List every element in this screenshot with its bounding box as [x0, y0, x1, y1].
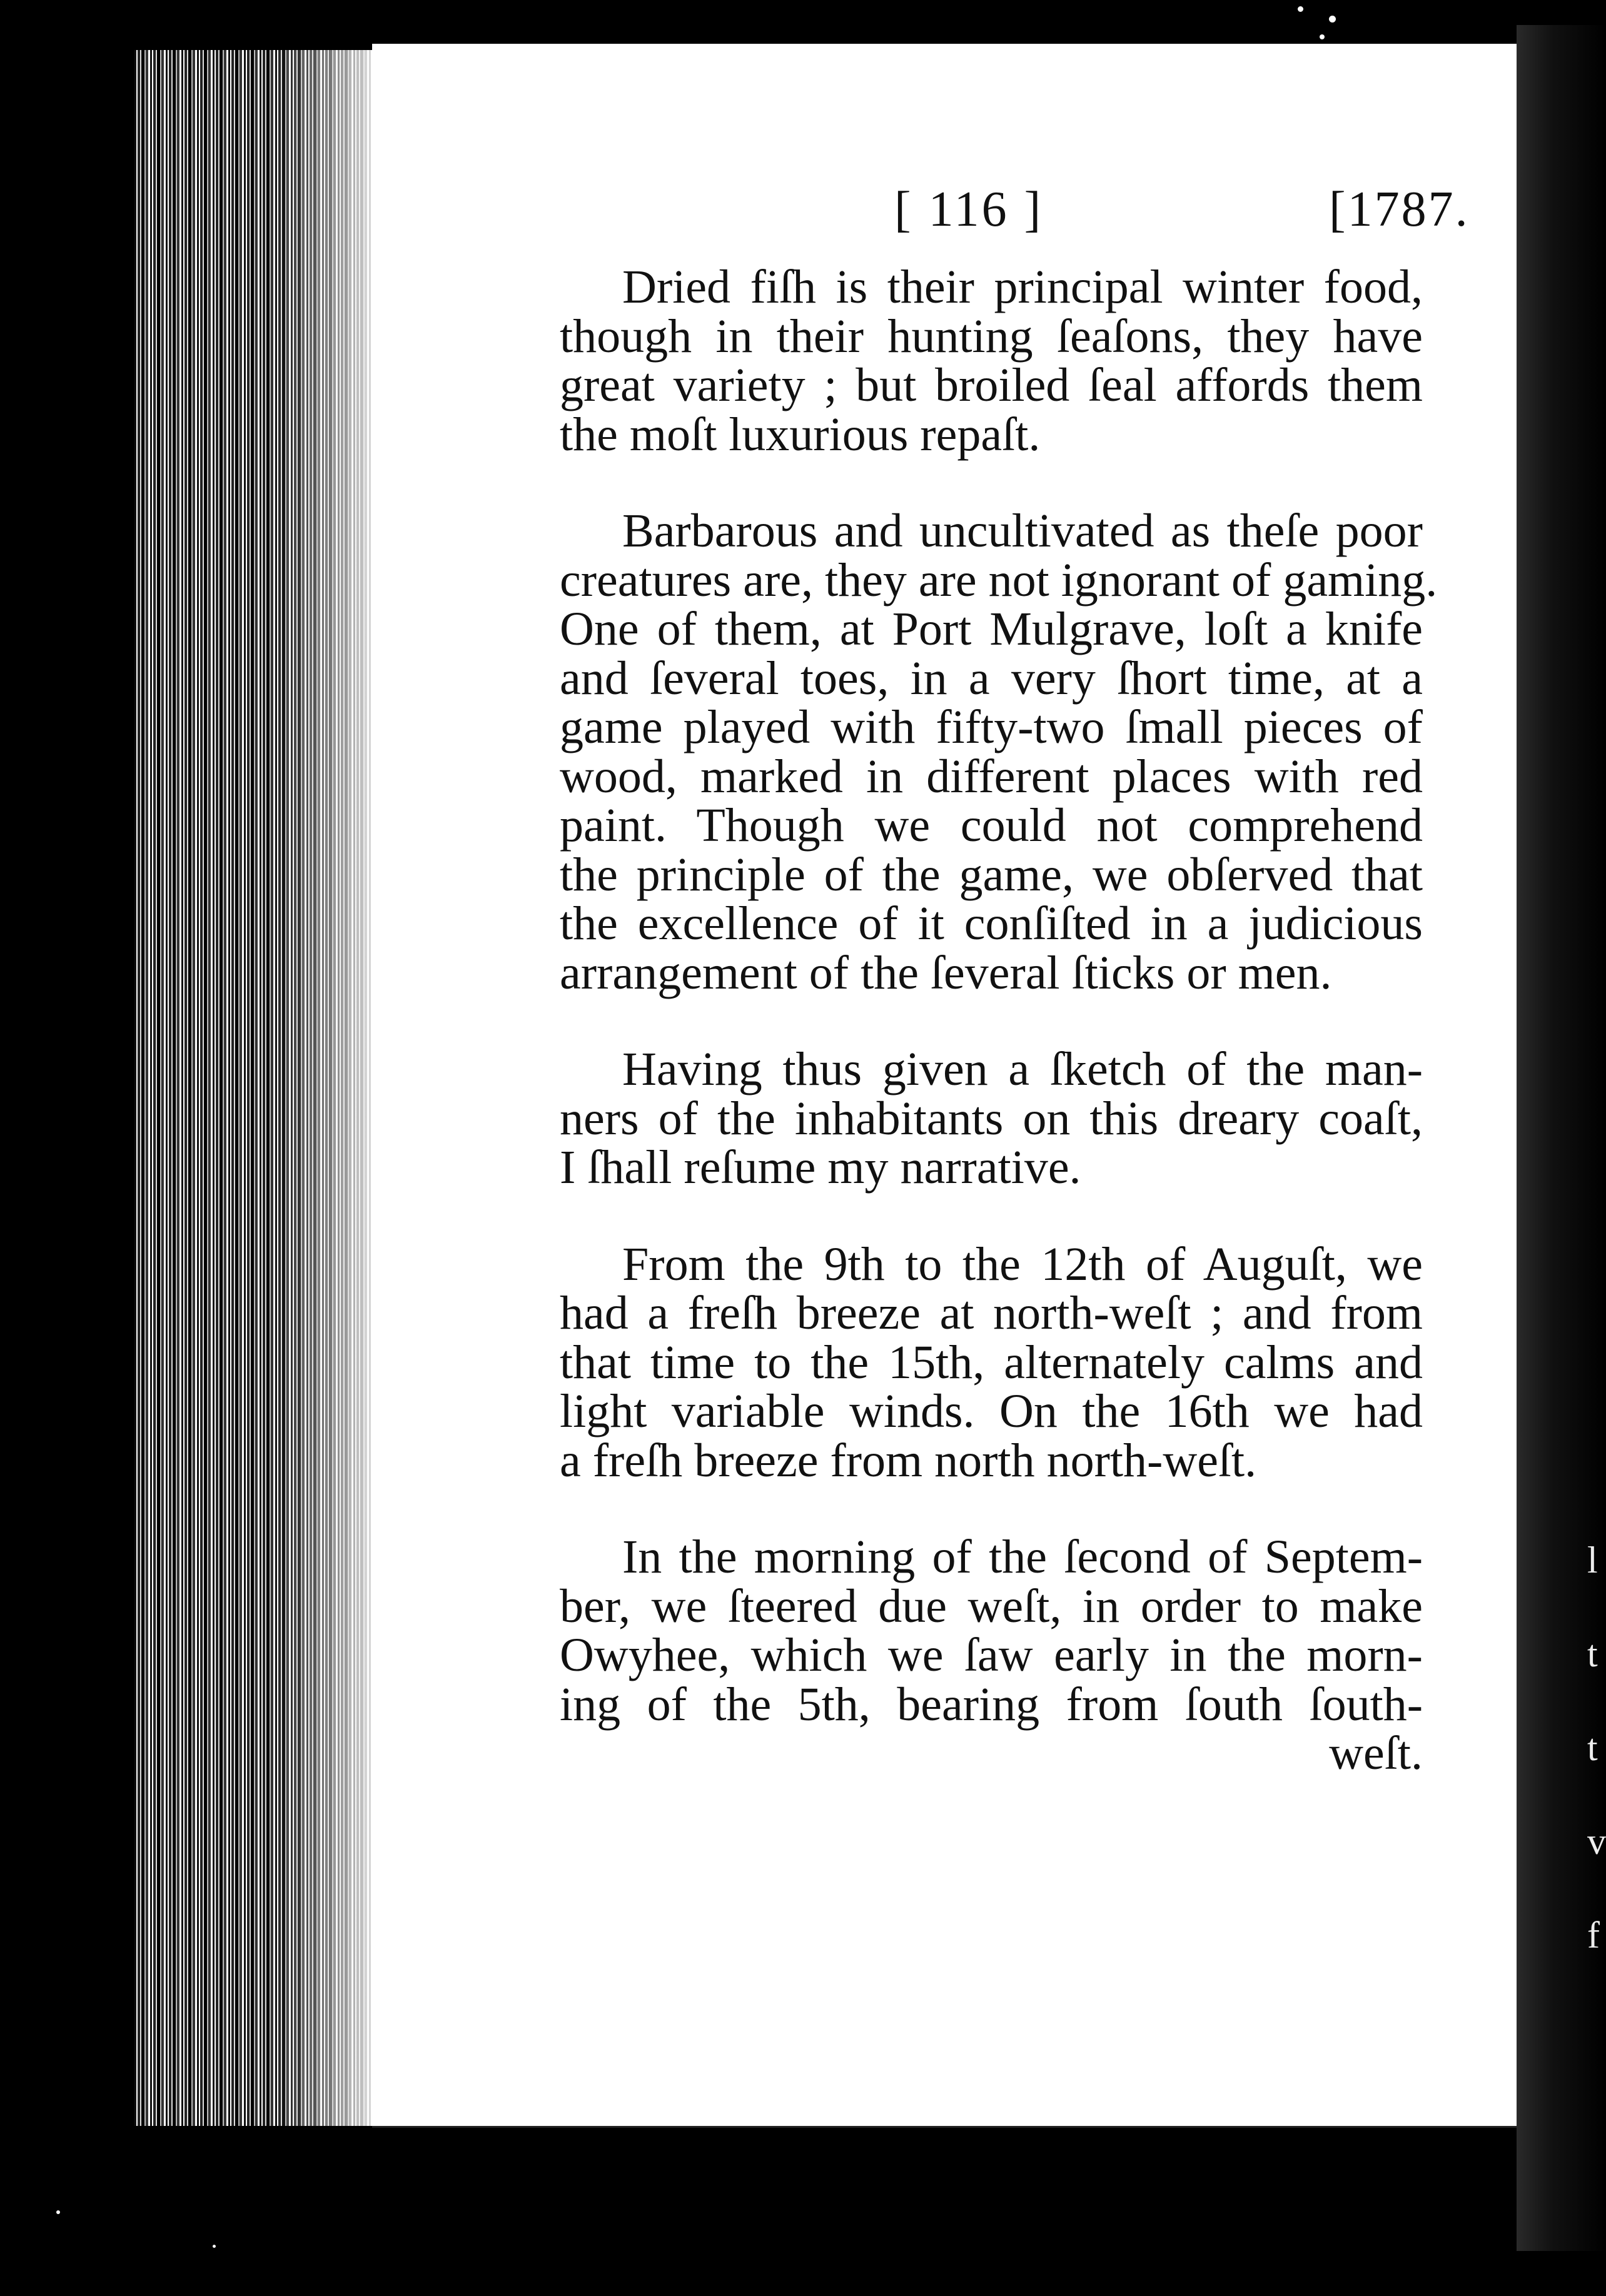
text-line: that time to the 15th, alternately calms and	[560, 1336, 1423, 1389]
page-number: [ 116 ]	[894, 182, 1044, 237]
scan-speck	[1329, 16, 1336, 23]
text-line: paint. Though we could not comprehend	[560, 799, 1423, 852]
text-line: Owyhee, which we ſaw early in the morn-	[560, 1629, 1423, 1681]
text-line: though in their hunting ſeaſons, they have	[560, 310, 1423, 363]
text-line: arrangement of the ſeveral ſticks or men.	[560, 946, 1332, 999]
scan-speck	[56, 2210, 60, 2214]
scan-speck	[213, 2245, 216, 2248]
text-line: weſt.	[1329, 1727, 1423, 1780]
paragraph-1	[560, 263, 1423, 459]
text-line: the principle of the game, we obſerved that	[560, 848, 1423, 901]
text-line: ners of the inhabitants on this dreary coaſt,	[560, 1092, 1423, 1145]
text-line: Having thus given a ſketch of the man-	[622, 1043, 1423, 1095]
text-line: a freſh breeze from north north-weſt.	[560, 1434, 1257, 1487]
text-line: had a freſh breeze at north-weſt ; and from	[560, 1287, 1423, 1339]
text-line: ing of the 5th, bearing from ſouth ſouth-	[560, 1678, 1423, 1731]
paragraph-5	[560, 1533, 1423, 1778]
text-line: and ſeveral toes, in a very ſhort time, at a	[560, 652, 1423, 705]
paragraph-4	[560, 1237, 1423, 1487]
text-line: Dried fiſh is their principal winter food,	[622, 261, 1423, 313]
text-line: I ſhall reſume my narrative.	[560, 1141, 1081, 1194]
text-line: the excellence of it conſiſted in a judicious	[560, 897, 1423, 950]
text-line: light variable winds. On the 16th we had	[560, 1385, 1423, 1438]
text-line: ber, we ſteered due weſt, in order to make	[560, 1579, 1423, 1633]
gutter-shadow	[275, 50, 378, 2126]
paragraph-2	[560, 505, 1438, 999]
body-text	[560, 261, 1438, 1826]
text-line: wood, marked in different places with red	[560, 750, 1423, 803]
text-line: Barbarous and uncultivated as theſe poor	[622, 505, 1423, 557]
text-line: the moſt luxurious repaſt.	[560, 408, 1041, 461]
paragraph-3	[560, 1045, 1423, 1192]
text-line: great variety ; but broiled ſeal affords them	[560, 359, 1423, 411]
page-header	[563, 181, 1501, 250]
text-line: In the morning of the ſecond of Septem-	[622, 1531, 1423, 1583]
scan-speck	[1298, 6, 1303, 12]
text-line: One of them, at Port Mulgrave, loſt a knife	[560, 603, 1423, 655]
text-line: creatures are, they are not ignorant of gaming.	[560, 553, 1438, 607]
text-line: From the 9th to the 12th of Auguſt, we	[622, 1237, 1423, 1291]
scan-speck	[1320, 34, 1325, 39]
text-line: game played with fifty-two ſmall pieces of	[560, 701, 1423, 753]
facing-page-letters: l t t v f	[1587, 1539, 1606, 1956]
running-head-year: [1787.	[1329, 182, 1470, 237]
